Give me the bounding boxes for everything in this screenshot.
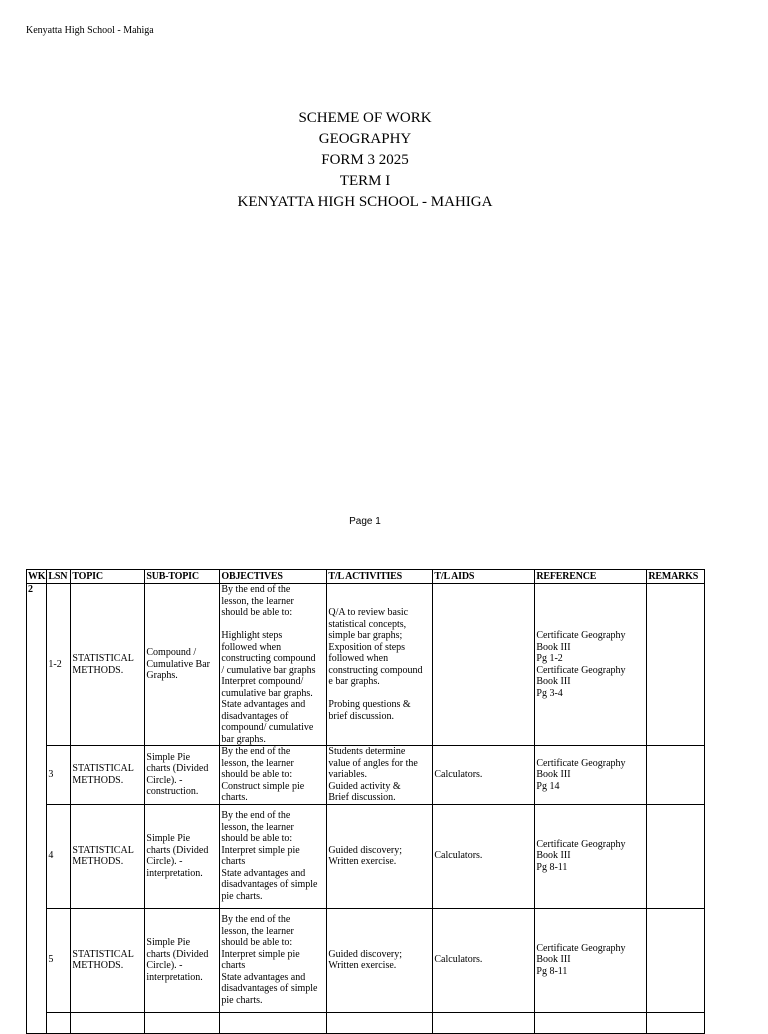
topic-cell-line: STATISTICAL [72, 653, 134, 664]
objectives-cell-line: State advantages and [221, 971, 306, 983]
objectives-cell-line: / cumulative bar graphs [221, 664, 316, 676]
title-line: SCHEME OF WORK [298, 110, 432, 126]
subtopic-cell-line: Circle). - [146, 960, 183, 971]
remarks-cell [647, 584, 705, 746]
subtopic-cell [145, 804, 220, 908]
topic-cell-line: METHODS. [72, 856, 124, 867]
objectives-cell-line: By the end of the [221, 810, 291, 821]
lesson-cell: 1-2 [47, 584, 71, 746]
subtopic-cell-line: interpretation. [146, 867, 203, 879]
objectives-cell-line: charts [221, 960, 246, 971]
reference-cell-line: Certificate Geography [536, 757, 626, 769]
reference-cell [535, 746, 647, 805]
reference-cell-line: Book III [536, 676, 571, 687]
aids-cell [433, 746, 535, 805]
objectives-cell-line: constructing compound [221, 653, 316, 664]
header-cell: T/L ACTIVITIES [327, 570, 433, 584]
objectives-cell-line: should be able to: [221, 607, 293, 618]
aids-cell [433, 804, 535, 908]
activities-cell-line: Exposition of steps [328, 641, 406, 653]
reference-cell-line: Pg 1-2 [536, 653, 563, 664]
objectives-cell-line: pie charts. [221, 890, 263, 902]
reference-cell-line: Book III [536, 850, 571, 862]
activities-cell-line: value of angles for the [328, 757, 418, 769]
topic-cell [71, 746, 145, 805]
topic-cell [71, 804, 145, 908]
subtopic-cell [145, 908, 220, 1012]
subtopic-cell-line: charts (Divided [146, 948, 209, 960]
topic-cell [71, 908, 145, 1012]
objectives-cell-line: charts. [221, 792, 248, 803]
subtopic-cell [145, 584, 220, 746]
objectives-cell-line: lesson, the learner [221, 595, 294, 607]
objectives-cell-line: By the end of the [221, 584, 291, 595]
week-cell: 2 [27, 584, 47, 1034]
subtopic-cell-line: interpretation. [146, 971, 203, 983]
objectives-cell-line: bar graphs. [221, 733, 266, 745]
header-cell: LSN [47, 570, 71, 584]
subtopic-cell [145, 746, 220, 805]
objectives-cell-line: Interpret simple pie [221, 844, 300, 856]
activities-cell-line: Students determine [328, 746, 406, 757]
activities-cell-line: Q/A to review basic [328, 607, 409, 618]
subtopic-cell-line: Simple Pie [146, 833, 191, 844]
running-header: Kenyatta High School - Mahiga [26, 25, 154, 36]
subtopic-cell-line: Simple Pie [146, 937, 191, 948]
table-header-row [27, 570, 705, 584]
subtopic-cell-line: Simple Pie [146, 751, 191, 763]
empty-cell [433, 1012, 535, 1033]
topic-cell-line: STATISTICAL [72, 844, 134, 856]
reference-cell-line: Pg 8-11 [536, 965, 568, 977]
activities-cell-line: statistical concepts, [328, 618, 407, 630]
remarks-cell [647, 908, 705, 1012]
objectives-cell-line: lesson, the learner [221, 925, 294, 937]
empty-cell [145, 1012, 220, 1033]
objectives-cell [220, 584, 327, 746]
aids-cell-line: Calculators. [434, 954, 483, 966]
lesson-cell: 3 [47, 746, 71, 805]
objectives-cell-line: compound/ cumulative [221, 722, 314, 733]
aids-cell-line: Calculators. [434, 769, 483, 780]
table-row [27, 746, 705, 805]
activities-cell-line: followed when [328, 653, 389, 664]
objectives-cell-line: By the end of the [221, 746, 291, 757]
objectives-cell-line: Construct simple pie [221, 780, 305, 792]
objectives-cell-line: State advantages and [221, 867, 306, 879]
remarks-cell [647, 746, 705, 805]
activities-cell-line: Guided activity & [328, 780, 401, 792]
activities-cell-line: Guided discovery; [328, 948, 402, 960]
objectives-cell-line [221, 619, 325, 631]
objectives-cell-line: should be able to: [221, 833, 293, 844]
topic-cell-line: METHODS. [72, 960, 124, 971]
header-cell: REMARKS [647, 570, 705, 584]
reference-cell [535, 804, 647, 908]
activities-cell [327, 584, 433, 746]
objectives-cell [220, 804, 327, 908]
header-cell: SUB-TOPIC [145, 570, 220, 584]
topic-cell-line: STATISTICAL [72, 763, 134, 775]
title-line: TERM I [339, 173, 391, 189]
activities-cell-line: Written exercise. [328, 960, 397, 971]
objectives-cell-line: State advantages and [221, 699, 306, 710]
activities-cell [327, 746, 433, 805]
activities-cell-line: simple bar graphs; [328, 630, 403, 641]
subtopic-cell-line: Circle). - [146, 774, 183, 786]
activities-cell-line: variables. [328, 769, 367, 780]
page-number: Page 1 [349, 516, 381, 527]
subtopic-cell-line: Graphs. [146, 670, 178, 682]
empty-cell [71, 1012, 145, 1033]
reference-cell-line: Certificate Geography [536, 664, 626, 676]
objectives-cell-line: Interpret simple pie [221, 948, 300, 960]
title-line: FORM 3 2025 [321, 152, 409, 168]
empty-cell [47, 1012, 71, 1033]
table-row [27, 584, 705, 746]
header-cell: WK [28, 570, 46, 582]
topic-cell-line: STATISTICAL [72, 948, 134, 960]
reference-cell-line: Certificate Geography [536, 838, 626, 850]
scheme-table [26, 569, 705, 1034]
objectives-cell [220, 746, 327, 805]
empty-cell [647, 1012, 705, 1033]
objectives-cell-line: charts [221, 856, 246, 867]
empty-cell [327, 1012, 433, 1033]
activities-cell-line: constructing compound [328, 664, 423, 676]
activities-cell-line: Brief discussion. [328, 792, 396, 803]
reference-cell-line: Book III [536, 641, 571, 653]
topic-cell-line: METHODS. [72, 774, 124, 786]
header-cell: T/L AIDS [433, 570, 535, 584]
objectives-cell-line: followed when [221, 641, 282, 653]
subtopic-cell-line: charts (Divided [146, 763, 209, 775]
topic-cell [71, 584, 145, 746]
activities-cell [327, 908, 433, 1012]
reference-cell [535, 908, 647, 1012]
empty-cell [220, 1012, 327, 1033]
reference-cell-line: Certificate Geography [536, 630, 626, 641]
reference-cell-line: Pg 14 [536, 780, 560, 792]
reference-cell-line: Certificate Geography [536, 942, 626, 954]
remarks-cell [647, 804, 705, 908]
title-line: GEOGRAPHY [318, 131, 412, 147]
objectives-cell-line: Highlight steps [221, 630, 283, 641]
header-cell: REFERENCE [535, 570, 647, 584]
activities-cell-line: e bar graphs. [328, 676, 380, 687]
reference-cell [535, 584, 647, 746]
aids-cell [433, 584, 535, 746]
subtopic-cell-line: construction. [146, 786, 199, 798]
objectives-cell-line: lesson, the learner [221, 821, 294, 833]
reference-cell-line: Book III [536, 954, 571, 966]
document-title [0, 108, 730, 213]
table-row [27, 804, 705, 908]
subtopic-cell-line: charts (Divided [146, 844, 209, 856]
objectives-cell [220, 908, 327, 1012]
empty-cell [535, 1012, 647, 1033]
subtopic-cell-line: Circle). - [146, 856, 183, 867]
aids-cell-line: Calculators. [434, 850, 483, 862]
objectives-cell-line: disadvantages of simple [221, 983, 318, 994]
objectives-cell-line: pie charts. [221, 994, 263, 1006]
activities-cell-line: Guided discovery; [328, 844, 402, 856]
objectives-cell-line: By the end of the [221, 914, 291, 925]
objectives-cell-line: lesson, the learner [221, 757, 294, 769]
objectives-cell-line: disadvantages of [221, 710, 289, 722]
reference-cell-line: Pg 8-11 [536, 861, 568, 873]
activities-cell-line: Probing questions & [328, 699, 411, 710]
objectives-cell-line: should be able to: [221, 937, 293, 948]
lesson-cell: 4 [47, 804, 71, 908]
subtopic-cell-line: Cumulative Bar [146, 658, 210, 670]
title-line: KENYATTA HIGH SCHOOL - MAHIGA [237, 194, 493, 210]
reference-cell-line: Pg 3-4 [536, 687, 563, 699]
activities-cell-line: brief discussion. [328, 710, 394, 722]
header-cell: OBJECTIVES [220, 570, 327, 584]
objectives-cell-line: should be able to: [221, 769, 293, 780]
topic-cell-line: METHODS. [72, 664, 124, 676]
objectives-cell-line: Interpret compound/ [221, 676, 304, 687]
objectives-cell-line: cumulative bar graphs. [221, 687, 313, 699]
reference-cell-line: Book III [536, 769, 571, 780]
table-row [27, 1012, 705, 1033]
header-cell: TOPIC [71, 570, 145, 584]
aids-cell [433, 908, 535, 1012]
activities-cell [327, 804, 433, 908]
activities-cell-line: Written exercise. [328, 856, 397, 867]
activities-cell-line [328, 688, 431, 700]
lesson-cell: 5 [47, 908, 71, 1012]
subtopic-cell-line: Compound / [146, 647, 197, 659]
table-row [27, 908, 705, 1012]
objectives-cell-line: disadvantages of simple [221, 879, 318, 890]
